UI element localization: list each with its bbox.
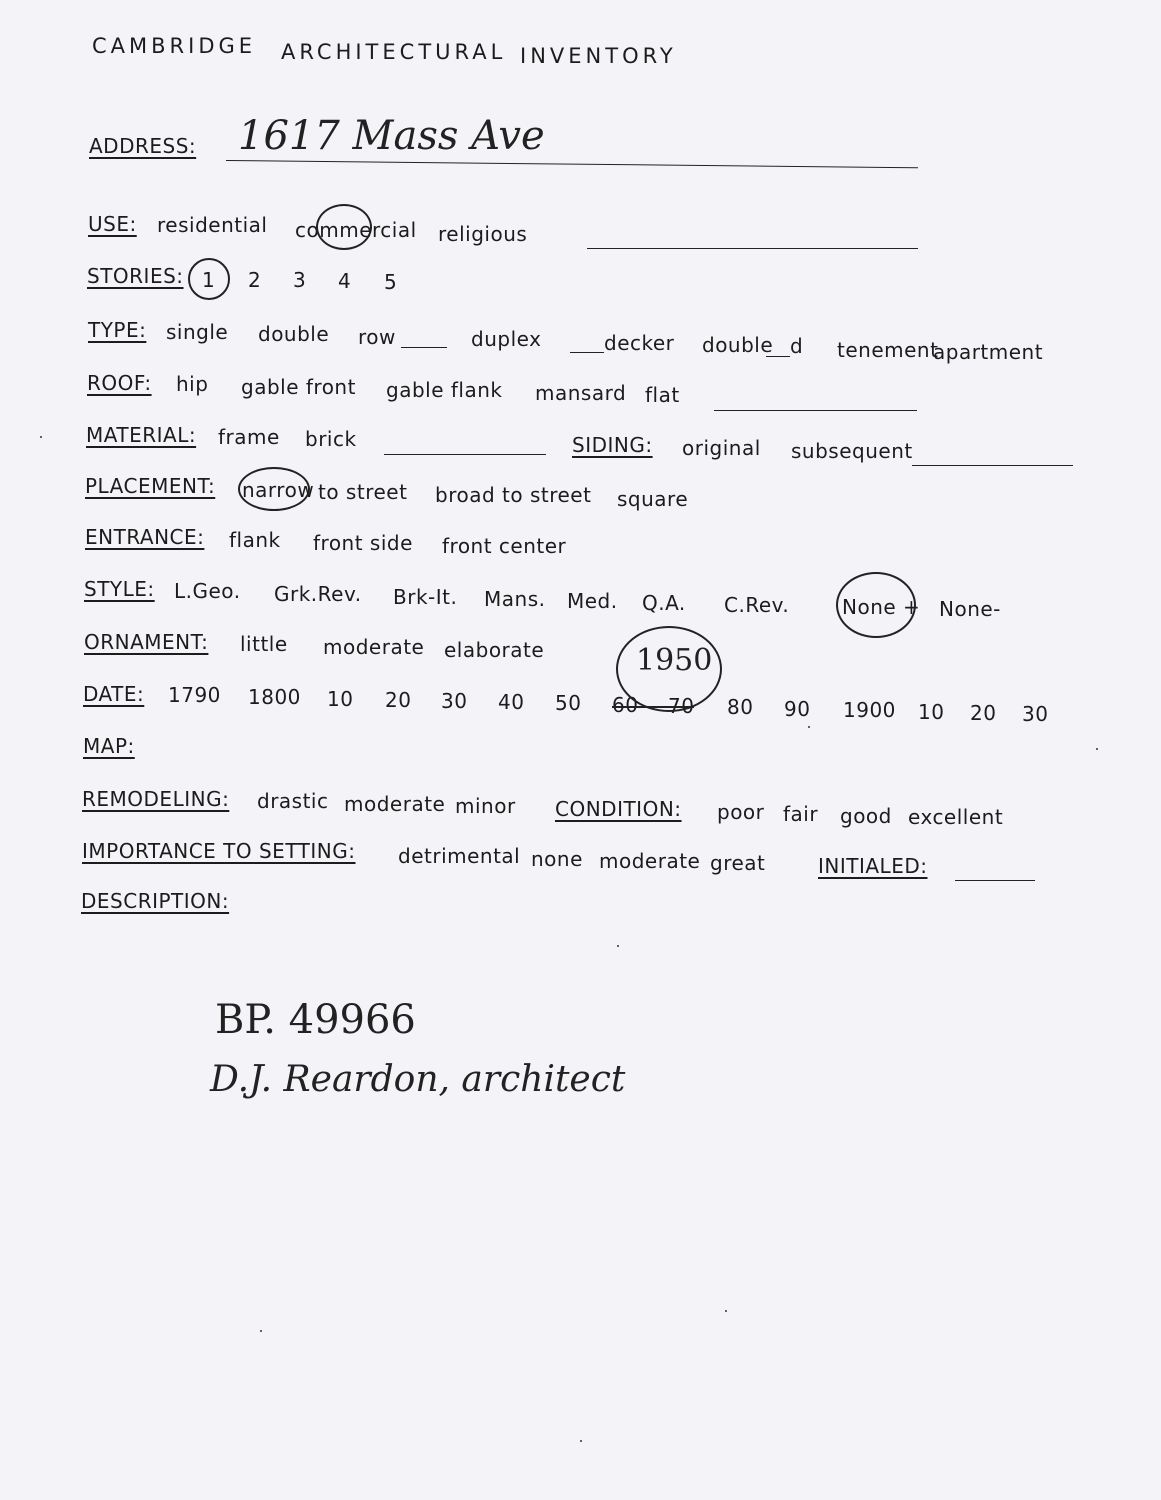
roof-gable-flank: gable flank bbox=[386, 378, 503, 402]
date-1790: 1790 bbox=[168, 683, 221, 707]
stories-4: 4 bbox=[338, 269, 352, 293]
address-value: 1617 Mass Ave bbox=[238, 113, 545, 159]
importance-label: IMPORTANCE TO SETTING: bbox=[82, 839, 356, 863]
material-frame: frame bbox=[218, 425, 280, 449]
placement-broad-to-street: broad to street bbox=[435, 483, 592, 507]
stories-1: 1 bbox=[202, 268, 216, 292]
date-handwritten: 1950 bbox=[636, 643, 713, 678]
roof-mansard: mansard bbox=[535, 381, 627, 405]
type-tenement: tenement bbox=[837, 338, 939, 362]
date-20: 20 bbox=[385, 688, 412, 712]
condition-poor: poor bbox=[717, 800, 765, 824]
scan-speck bbox=[1096, 748, 1098, 750]
date-label: DATE: bbox=[83, 682, 145, 706]
use-religious: religious bbox=[438, 222, 528, 246]
date-70: 70 bbox=[668, 694, 695, 718]
placement-square: square bbox=[617, 487, 689, 511]
date-1900: 1900 bbox=[843, 698, 896, 722]
date-10: 10 bbox=[327, 687, 354, 711]
style-none-plus: None + bbox=[842, 595, 921, 619]
use-selection-circle bbox=[316, 204, 372, 250]
ornament-elaborate: elaborate bbox=[444, 638, 545, 662]
stories-2: 2 bbox=[248, 268, 262, 292]
style-med: Med. bbox=[567, 589, 618, 613]
map-label: MAP: bbox=[83, 734, 135, 758]
date-1800: 1800 bbox=[248, 685, 301, 709]
ornament-moderate: moderate bbox=[323, 635, 425, 659]
style-grkrev: Grk.Rev. bbox=[274, 582, 362, 606]
description-permit: BP. 49966 bbox=[215, 997, 416, 1043]
header-architectural: ARCHITECTURAL bbox=[281, 40, 507, 64]
placement-label: PLACEMENT: bbox=[85, 474, 216, 498]
ornament-little: little bbox=[240, 632, 288, 656]
material-other-line bbox=[384, 454, 546, 455]
date-90: 90 bbox=[784, 697, 811, 721]
type-single: single bbox=[166, 320, 229, 344]
stories-selection-circle bbox=[188, 258, 230, 300]
scan-speck bbox=[580, 1440, 582, 1442]
type-decker-line bbox=[570, 352, 604, 353]
initialed-label: INITIALED: bbox=[818, 854, 928, 878]
siding-subsequent: subsequent bbox=[791, 439, 913, 463]
use-commercial: commercial bbox=[295, 218, 417, 242]
address-line bbox=[226, 160, 918, 168]
style-selection-circle bbox=[836, 572, 916, 638]
address-label: ADDRESS: bbox=[89, 134, 197, 158]
material-label: MATERIAL: bbox=[86, 423, 197, 447]
use-residential: residential bbox=[157, 213, 268, 237]
style-brkit: Brk-It. bbox=[393, 585, 458, 609]
remodeling-moderate: moderate bbox=[344, 792, 446, 816]
condition-excellent: excellent bbox=[908, 805, 1004, 829]
header-inventory: INVENTORY bbox=[520, 44, 677, 68]
style-label: STYLE: bbox=[84, 577, 155, 601]
scan-speck bbox=[808, 726, 810, 728]
importance-moderate: moderate bbox=[599, 849, 701, 873]
placement-selection-circle bbox=[238, 467, 310, 511]
type-double-d: double bbox=[702, 333, 774, 357]
type-row-line bbox=[401, 347, 447, 348]
material-brick: brick bbox=[305, 427, 357, 451]
type-decker: decker bbox=[604, 331, 675, 355]
style-mans: Mans. bbox=[484, 587, 546, 611]
stories-5: 5 bbox=[384, 270, 398, 294]
ornament-label: ORNAMENT: bbox=[84, 630, 209, 654]
scan-speck bbox=[725, 1310, 727, 1312]
use-other-line bbox=[587, 248, 918, 249]
date-80: 80 bbox=[727, 695, 754, 719]
scan-speck bbox=[260, 1330, 262, 1332]
roof-other-line bbox=[714, 410, 917, 411]
roof-hip: hip bbox=[176, 372, 209, 396]
type-double-d-line bbox=[766, 356, 790, 357]
date-60: 60 bbox=[612, 693, 639, 717]
date-30: 30 bbox=[441, 689, 468, 713]
placement-to-street: to street bbox=[318, 480, 408, 504]
type-apartment: apartment bbox=[933, 340, 1044, 364]
condition-fair: fair bbox=[783, 802, 819, 826]
use-label: USE: bbox=[88, 212, 137, 236]
stories-label: STORIES: bbox=[87, 264, 184, 288]
siding-label: SIDING: bbox=[572, 433, 653, 457]
entrance-front-side: front side bbox=[313, 531, 413, 555]
scan-speck bbox=[617, 945, 619, 947]
type-duplex: duplex bbox=[471, 327, 542, 351]
remodeling-label: REMODELING: bbox=[82, 787, 230, 811]
description-label: DESCRIPTION: bbox=[81, 889, 230, 913]
date-30b: 30 bbox=[1022, 702, 1049, 726]
initialed-line bbox=[955, 880, 1035, 881]
remodeling-drastic: drastic bbox=[257, 789, 329, 813]
importance-detrimental: detrimental bbox=[398, 844, 521, 868]
entrance-front-center: front center bbox=[442, 534, 567, 558]
header-cambridge: CAMBRIDGE bbox=[92, 34, 257, 58]
date-10b: 10 bbox=[918, 700, 945, 724]
importance-none: none bbox=[531, 847, 583, 871]
type-label: TYPE: bbox=[88, 318, 147, 342]
entrance-label: ENTRANCE: bbox=[85, 525, 205, 549]
condition-good: good bbox=[840, 804, 892, 828]
date-50: 50 bbox=[555, 691, 582, 715]
type-double: double bbox=[258, 322, 330, 346]
scan-speck bbox=[40, 436, 42, 438]
style-none-minus: None- bbox=[939, 597, 1001, 621]
date-40: 40 bbox=[498, 690, 525, 714]
roof-gable-front: gable front bbox=[241, 375, 356, 399]
roof-flat: flat bbox=[645, 383, 680, 407]
type-row: row bbox=[358, 325, 396, 349]
description-architect: D.J. Reardon, architect bbox=[210, 1059, 626, 1100]
style-crev: C.Rev. bbox=[724, 593, 790, 617]
remodeling-minor: minor bbox=[455, 794, 516, 818]
condition-label: CONDITION: bbox=[555, 797, 682, 821]
style-lgeo: L.Geo. bbox=[174, 579, 241, 603]
placement-narrow: narrow bbox=[242, 478, 315, 502]
siding-other-line bbox=[912, 465, 1073, 466]
type-d: d bbox=[790, 334, 804, 358]
style-qa: Q.A. bbox=[642, 591, 686, 615]
entrance-flank: flank bbox=[229, 528, 281, 552]
roof-label: ROOF: bbox=[87, 371, 152, 395]
importance-great: great bbox=[710, 851, 766, 875]
date-20b: 20 bbox=[970, 701, 997, 725]
stories-3: 3 bbox=[293, 268, 307, 292]
siding-original: original bbox=[682, 436, 761, 460]
